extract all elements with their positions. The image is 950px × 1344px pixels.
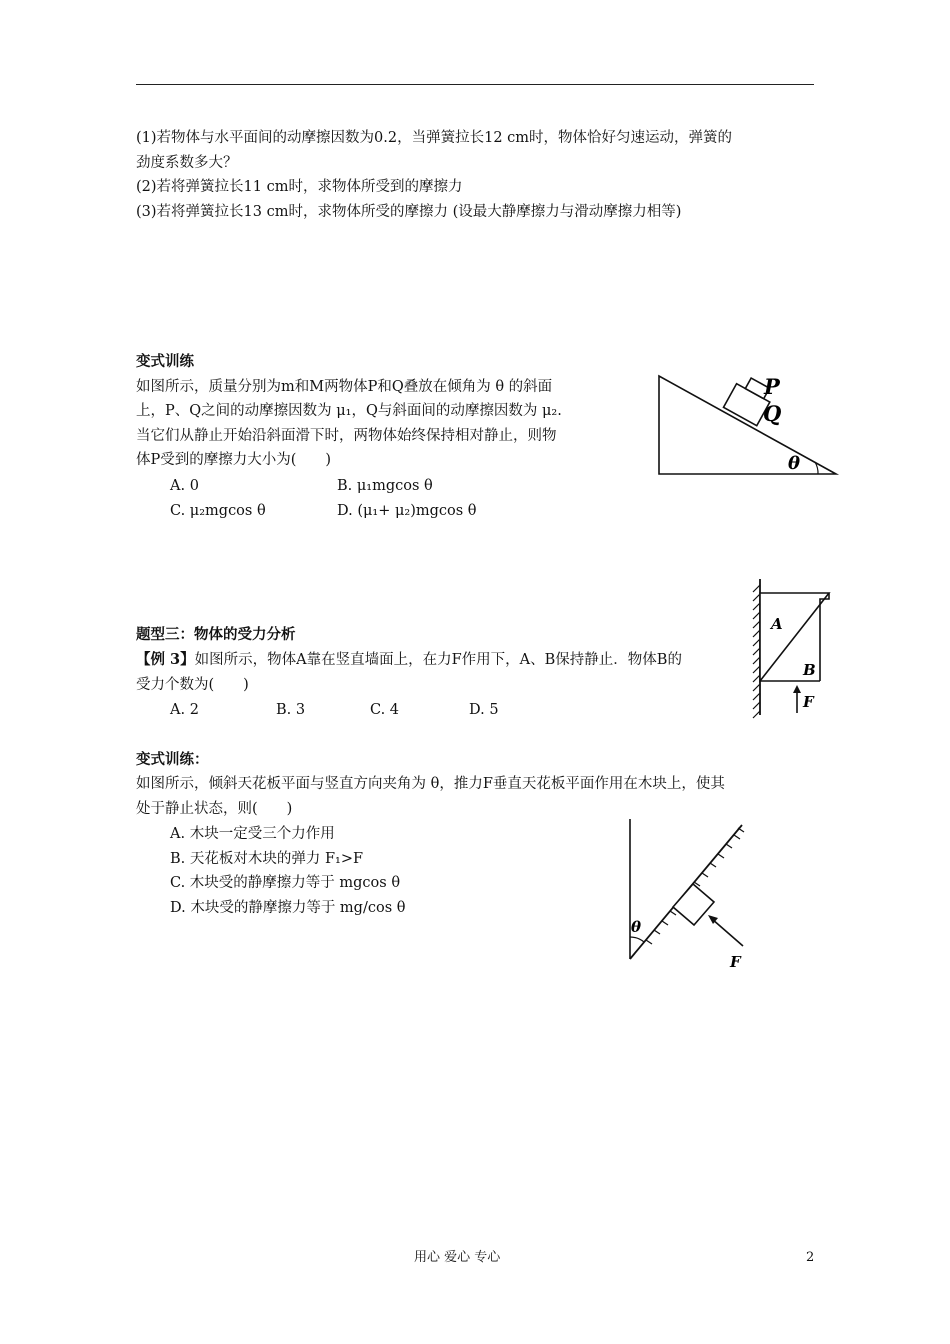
ceiling-block-figure bbox=[620, 815, 755, 975]
force-f-arrowhead bbox=[793, 685, 801, 693]
type3-stem-text: 如图所示，物体A靠在竖直墙面上，在力F作用下，A、B保持静止．物体B的 bbox=[194, 652, 682, 668]
wall-hatching bbox=[753, 585, 760, 718]
variant2-option-a: A. 木块一定受三个力作用 bbox=[170, 826, 335, 842]
variant2-option-c: C. 木块受的静摩擦力等于 mgcos θ bbox=[170, 875, 401, 891]
variant2-option-b: B. 天花板对木块的弹力 F₁>F bbox=[170, 851, 364, 867]
label-theta: θ bbox=[788, 453, 801, 474]
variant1-stem-line-4: 体P受到的摩擦力大小为( ) bbox=[136, 452, 332, 468]
variant1-stem-line-3: 当它们从静止开始沿斜面滑下时，两物体始终保持相对静止，则物 bbox=[136, 428, 557, 444]
variant2-heading: 变式训练： bbox=[136, 751, 209, 768]
type3-option-b: B. 3 bbox=[276, 702, 306, 718]
variant1-heading: 变式训练 bbox=[136, 353, 194, 370]
type3-heading: 题型三：物体的受力分析 bbox=[136, 626, 296, 643]
variant1-option-a: A. 0 bbox=[170, 478, 199, 494]
type3-option-c: C. 4 bbox=[370, 702, 400, 718]
label-f: F bbox=[730, 953, 741, 971]
variant2-stem-line-1: 如图所示，倾斜天花板平面与竖直方向夹角为 θ，推力F垂直天花板平面作用在木块上，使其 bbox=[136, 776, 725, 792]
variant1-stem-line-1: 如图所示，质量分别为m和M两物体P和Q叠放在倾角为 θ 的斜面 bbox=[136, 379, 553, 395]
variant2-option-d: D. 木块受的静摩擦力等于 mg/cos θ bbox=[170, 900, 406, 916]
wall-ab-figure bbox=[745, 577, 835, 719]
question-1-line-2: 劲度系数多大？ bbox=[136, 155, 238, 171]
variant1-option-c: C. μ₂mgcos θ bbox=[170, 503, 266, 519]
type3-stem-line-1 bbox=[136, 648, 682, 672]
label-p: P bbox=[764, 374, 780, 399]
variant1-stem-line-2: 上，P、Q之间的动摩擦因数为 μ₁，Q与斜面间的动摩擦因数为 μ₂. bbox=[136, 403, 562, 419]
wood-block bbox=[673, 884, 714, 925]
block-a bbox=[760, 593, 829, 681]
question-1-line-1: (1)若物体与水平面间的动摩擦因数为0.2，当弹簧拉长12 cm时，物体恰好匀速运动，弹簧的 bbox=[136, 130, 733, 146]
example-tag: 【例 3】 bbox=[136, 651, 195, 668]
type3-option-d: D. 5 bbox=[469, 702, 499, 718]
label-q: Q bbox=[763, 401, 782, 426]
footer-slogan: 用心 爱心 专心 bbox=[414, 1250, 501, 1265]
header-rule bbox=[136, 84, 814, 85]
label-a: A bbox=[771, 615, 783, 633]
label-b: B bbox=[803, 661, 816, 679]
label-theta: θ bbox=[631, 918, 642, 936]
angle-arc bbox=[630, 937, 644, 942]
page-number: 2 bbox=[806, 1250, 815, 1265]
variant1-option-b: B. μ₁mgcos θ bbox=[337, 478, 433, 494]
incline-pq-figure bbox=[655, 370, 840, 480]
label-f: F bbox=[803, 693, 814, 711]
variant1-option-d: D. (μ₁+ μ₂)mgcos θ bbox=[337, 503, 477, 519]
push-force-arrow bbox=[712, 919, 743, 946]
type3-option-a: A. 2 bbox=[170, 702, 199, 718]
type3-stem-line-2: 受力个数为( ) bbox=[136, 677, 249, 693]
question-3: (3)若将弹簧拉长13 cm时，求物体所受的摩擦力 (设最大静摩擦力与滑动摩擦力相等) bbox=[136, 204, 682, 220]
question-2: (2)若将弹簧拉长11 cm时，求物体所受到的摩擦力 bbox=[136, 179, 463, 195]
variant2-stem-line-2: 处于静止状态，则( ) bbox=[136, 801, 293, 817]
